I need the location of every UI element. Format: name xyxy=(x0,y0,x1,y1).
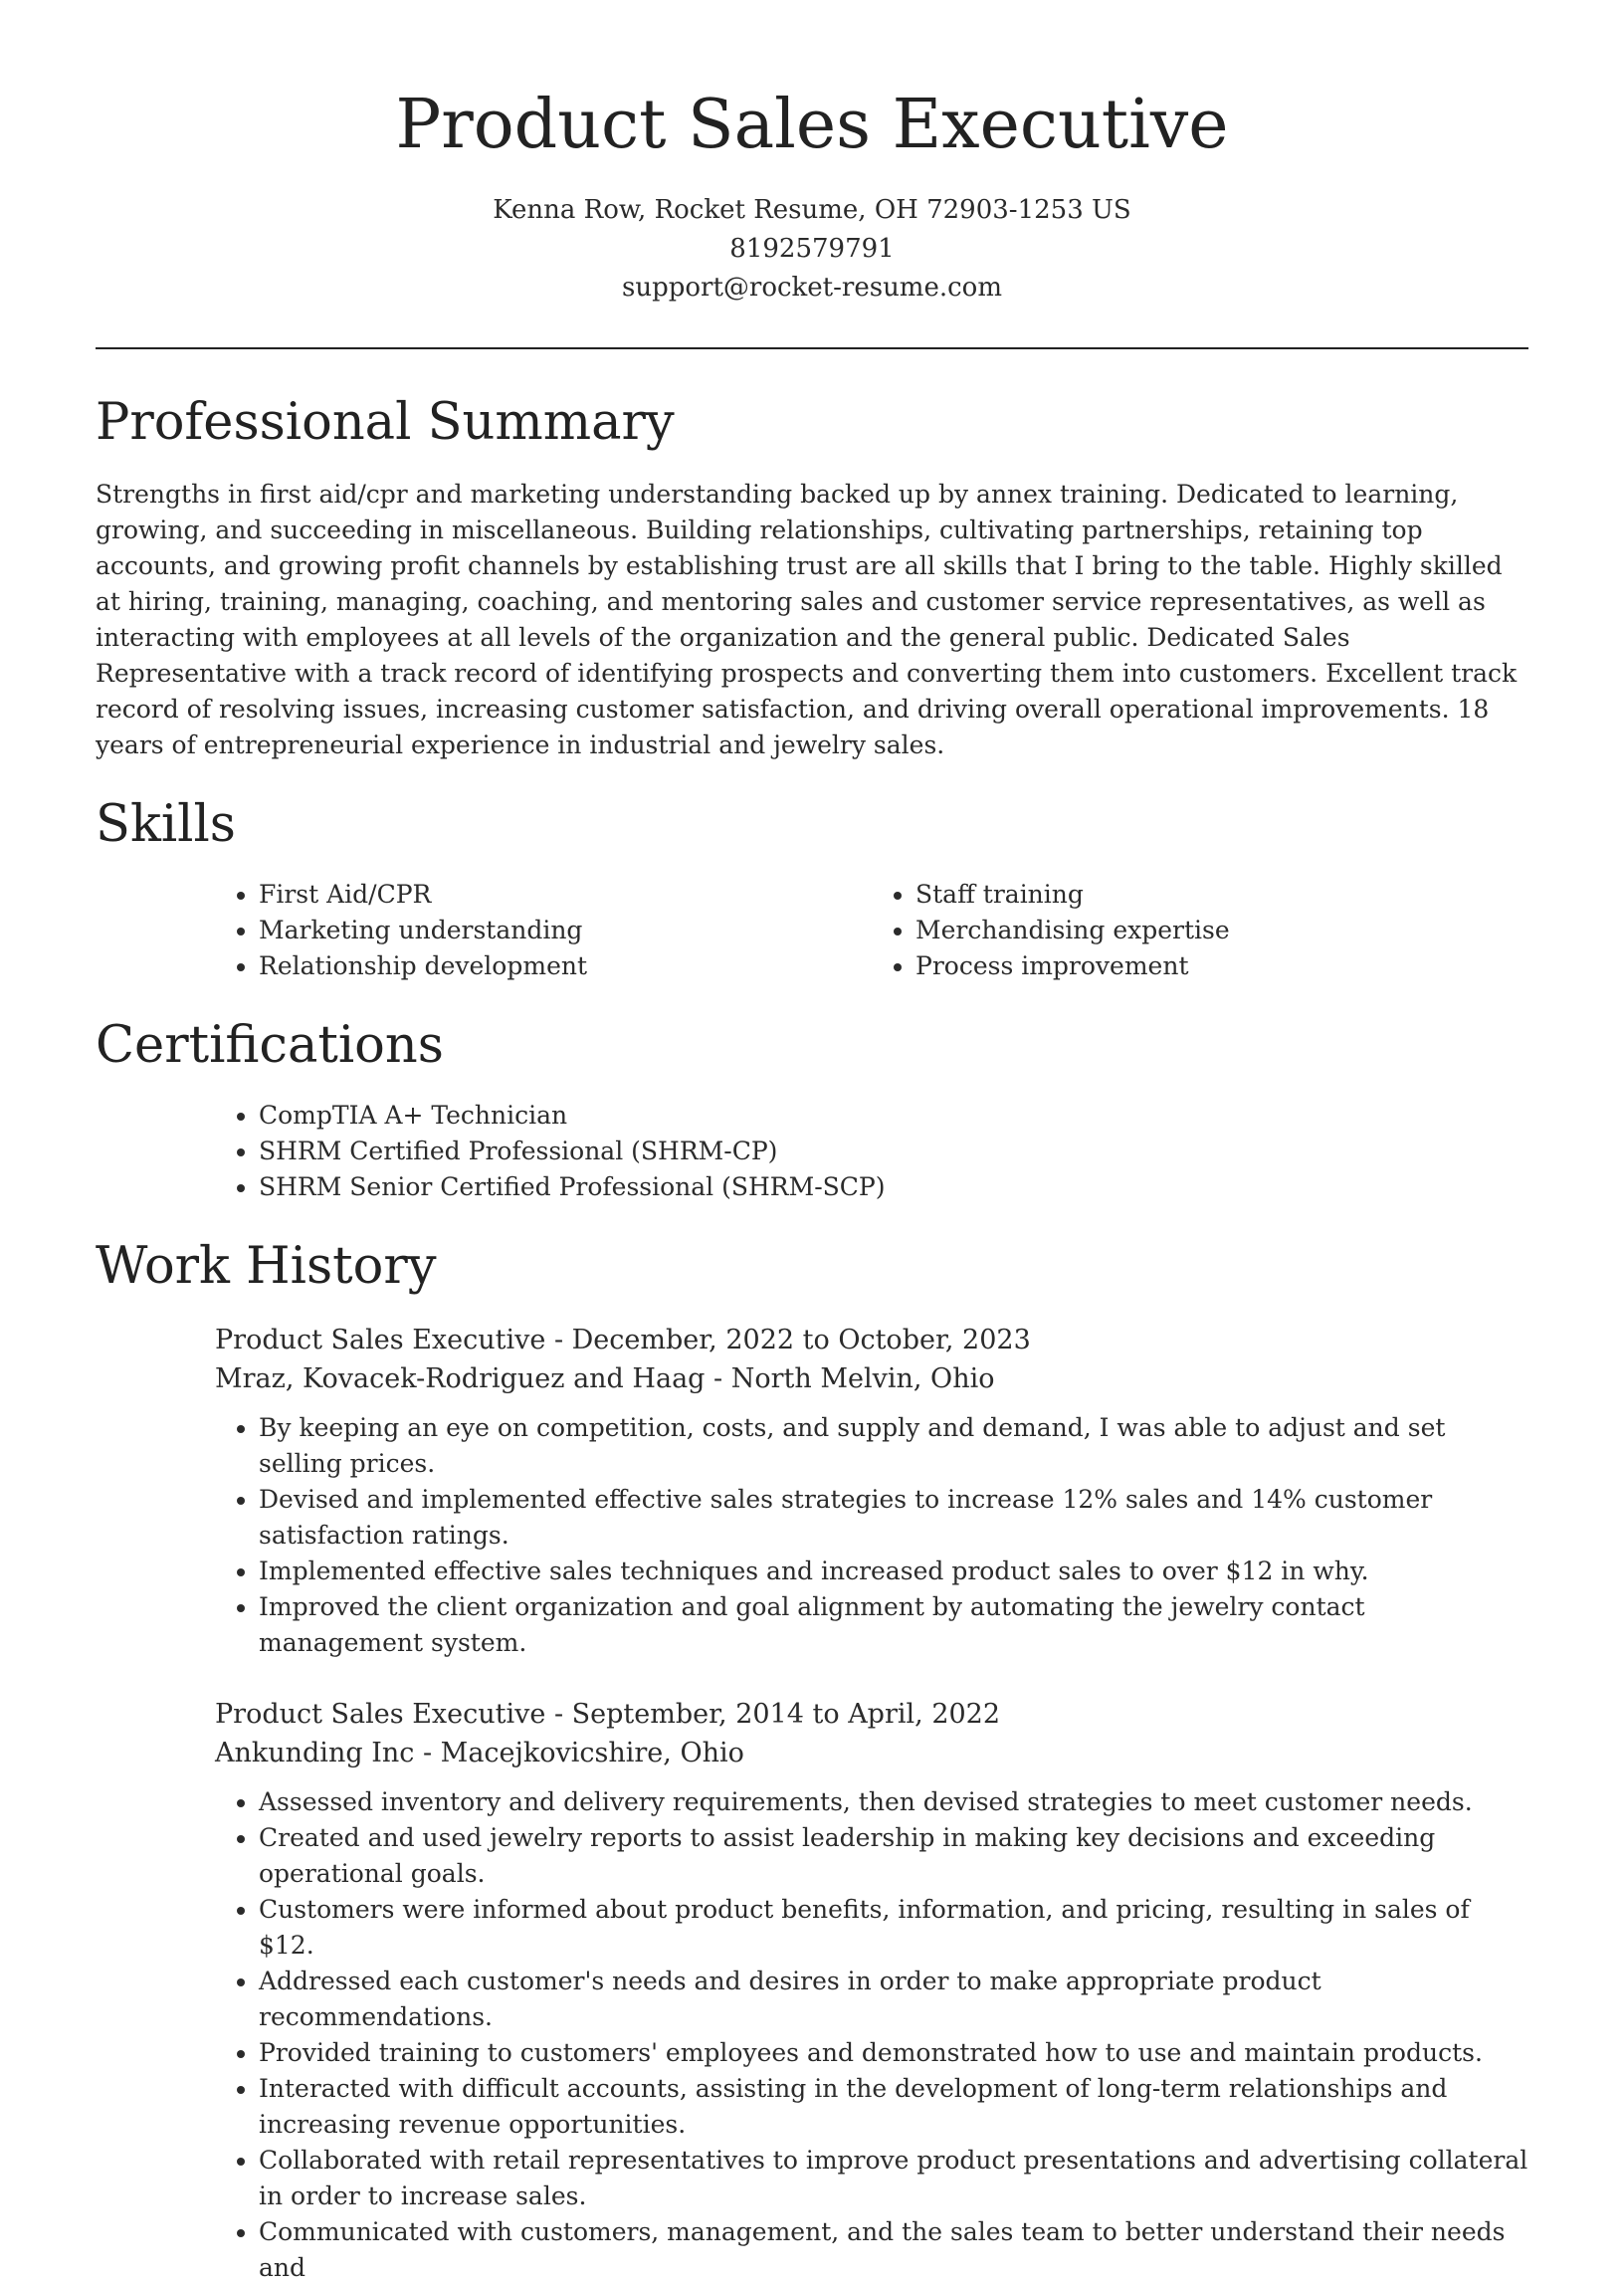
job-bullet: • Devised and implemented effective sales strategies to increase 12% sales and 14% customer satisfaction ratings. xyxy=(259,1482,1528,1554)
job-company: Mraz, Kovacek-Rodriguez and Haag xyxy=(215,1363,706,1394)
summary-text: Strengths in first aid/cpr and marketing understanding backed up by annex training. Dedicated to learning, growing, and succeeding in miscellaneous. Building relationships, cultivating partnerships, retaining top accounts, and growing profit channels by establishing trust are all skills that I bring to the table. Highly skilled at hiring, training, managing, coaching, and mentoring sales and customer service representatives, as well as interacting with employees at all levels of the organization and the general public. Dedicated Sales Representative with a track record of identifying prospects and converting them into customers. Excellent track record of resolving issues, increasing customer satisfaction, and driving overall operational improvements. 18 years of entrepreneurial experience in industrial and jewelry sales. xyxy=(96,480,1518,759)
job-company-line xyxy=(215,1734,1528,1772)
job-title: Product Sales Executive xyxy=(215,1699,546,1730)
certifications-title: Certifications xyxy=(96,1016,444,1075)
job-bullet: • Communicated with customers, management, and the sales team to better understand their needs and xyxy=(259,2214,1528,2286)
job-title-line xyxy=(215,1695,1528,1734)
skills-section xyxy=(96,791,1528,984)
certification-item: • SHRM Certified Professional (SHRM-CP) xyxy=(259,1134,1528,1169)
skill-item: • Relationship development xyxy=(259,948,872,984)
skills-list-right xyxy=(872,877,1528,984)
skill-item: • Merchandising expertise xyxy=(915,913,1528,948)
job-bullets xyxy=(96,1784,1528,2286)
skill-item: • First Aid/CPR xyxy=(259,877,872,913)
job-location: - North Melvin, Ohio xyxy=(705,1363,995,1394)
job-entry xyxy=(215,1695,1528,2286)
certifications-section xyxy=(96,1012,1528,1205)
job-company-line xyxy=(215,1359,1528,1398)
job-bullet: • Collaborated with retail representatives to improve product presentations and advertising collateral in order to increase sales. xyxy=(259,2143,1528,2214)
contact-block xyxy=(0,191,1624,308)
certification-item: • SHRM Senior Certified Professional (SHRM-SCP) xyxy=(259,1169,1528,1205)
skill-item: • Staff training xyxy=(915,877,1528,913)
job-title-line xyxy=(215,1321,1528,1359)
contact-phone: 8192579791 xyxy=(729,234,895,264)
job-entry xyxy=(215,1321,1528,1661)
job-location: - Macejkovicshire, Ohio xyxy=(414,1738,744,1768)
skill-item: • Process improvement xyxy=(915,948,1528,984)
job-bullet: • Implemented effective sales techniques and increased product sales to over $12 in why. xyxy=(259,1554,1528,1589)
skills-title: Skills xyxy=(96,795,236,854)
resume-header xyxy=(0,0,1624,308)
header-divider xyxy=(96,347,1528,349)
work-history-section xyxy=(96,1233,1528,2286)
work-history-title: Work History xyxy=(96,1237,437,1296)
certifications-list xyxy=(215,1098,1528,1205)
resume-name: Product Sales Executive xyxy=(395,86,1229,164)
skills-list-left xyxy=(215,877,872,984)
job-bullet: • Created and used jewelry reports to assist leadership in making key decisions and exceeding operational goals. xyxy=(259,1820,1528,1892)
job-dates: - September, 2014 to April, 2022 xyxy=(545,1699,1001,1730)
skill-item: • Marketing understanding xyxy=(259,913,872,948)
job-bullet: • Provided training to customers' employees and demonstrated how to use and maintain products. xyxy=(259,2035,1528,2071)
skills-grid xyxy=(215,877,1528,984)
certification-item: • CompTIA A+ Technician xyxy=(259,1098,1528,1134)
job-bullet: • Improved the client organization and goal alignment by automating the jewelry contact management system. xyxy=(259,1589,1528,1661)
job-bullet: • Addressed each customer's needs and desires in order to make appropriate product recommendations. xyxy=(259,1964,1528,2035)
summary-title: Professional Summary xyxy=(96,393,675,452)
job-dates: - December, 2022 to October, 2023 xyxy=(545,1325,1031,1355)
job-bullet: • Customers were informed about product benefits, information, and pricing, resulting in sales of $12. xyxy=(259,1892,1528,1964)
summary-section xyxy=(96,389,1528,763)
job-bullet: • By keeping an eye on competition, costs, and supply and demand, I was able to adjust and set selling prices. xyxy=(259,1410,1528,1482)
job-bullet: • Assessed inventory and delivery requirements, then devised strategies to meet customer needs. xyxy=(259,1784,1528,1820)
job-title: Product Sales Executive xyxy=(215,1325,546,1355)
job-bullet: • Interacted with difficult accounts, assisting in the development of long-term relationships and increasing revenue opportunities. xyxy=(259,2071,1528,2143)
contact-email: support@rocket-resume.com xyxy=(621,273,1002,303)
job-bullets xyxy=(96,1410,1528,1661)
job-company: Ankunding Inc xyxy=(215,1738,415,1768)
contact-address: Kenna Row, Rocket Resume, OH 72903-1253 US xyxy=(493,195,1131,225)
